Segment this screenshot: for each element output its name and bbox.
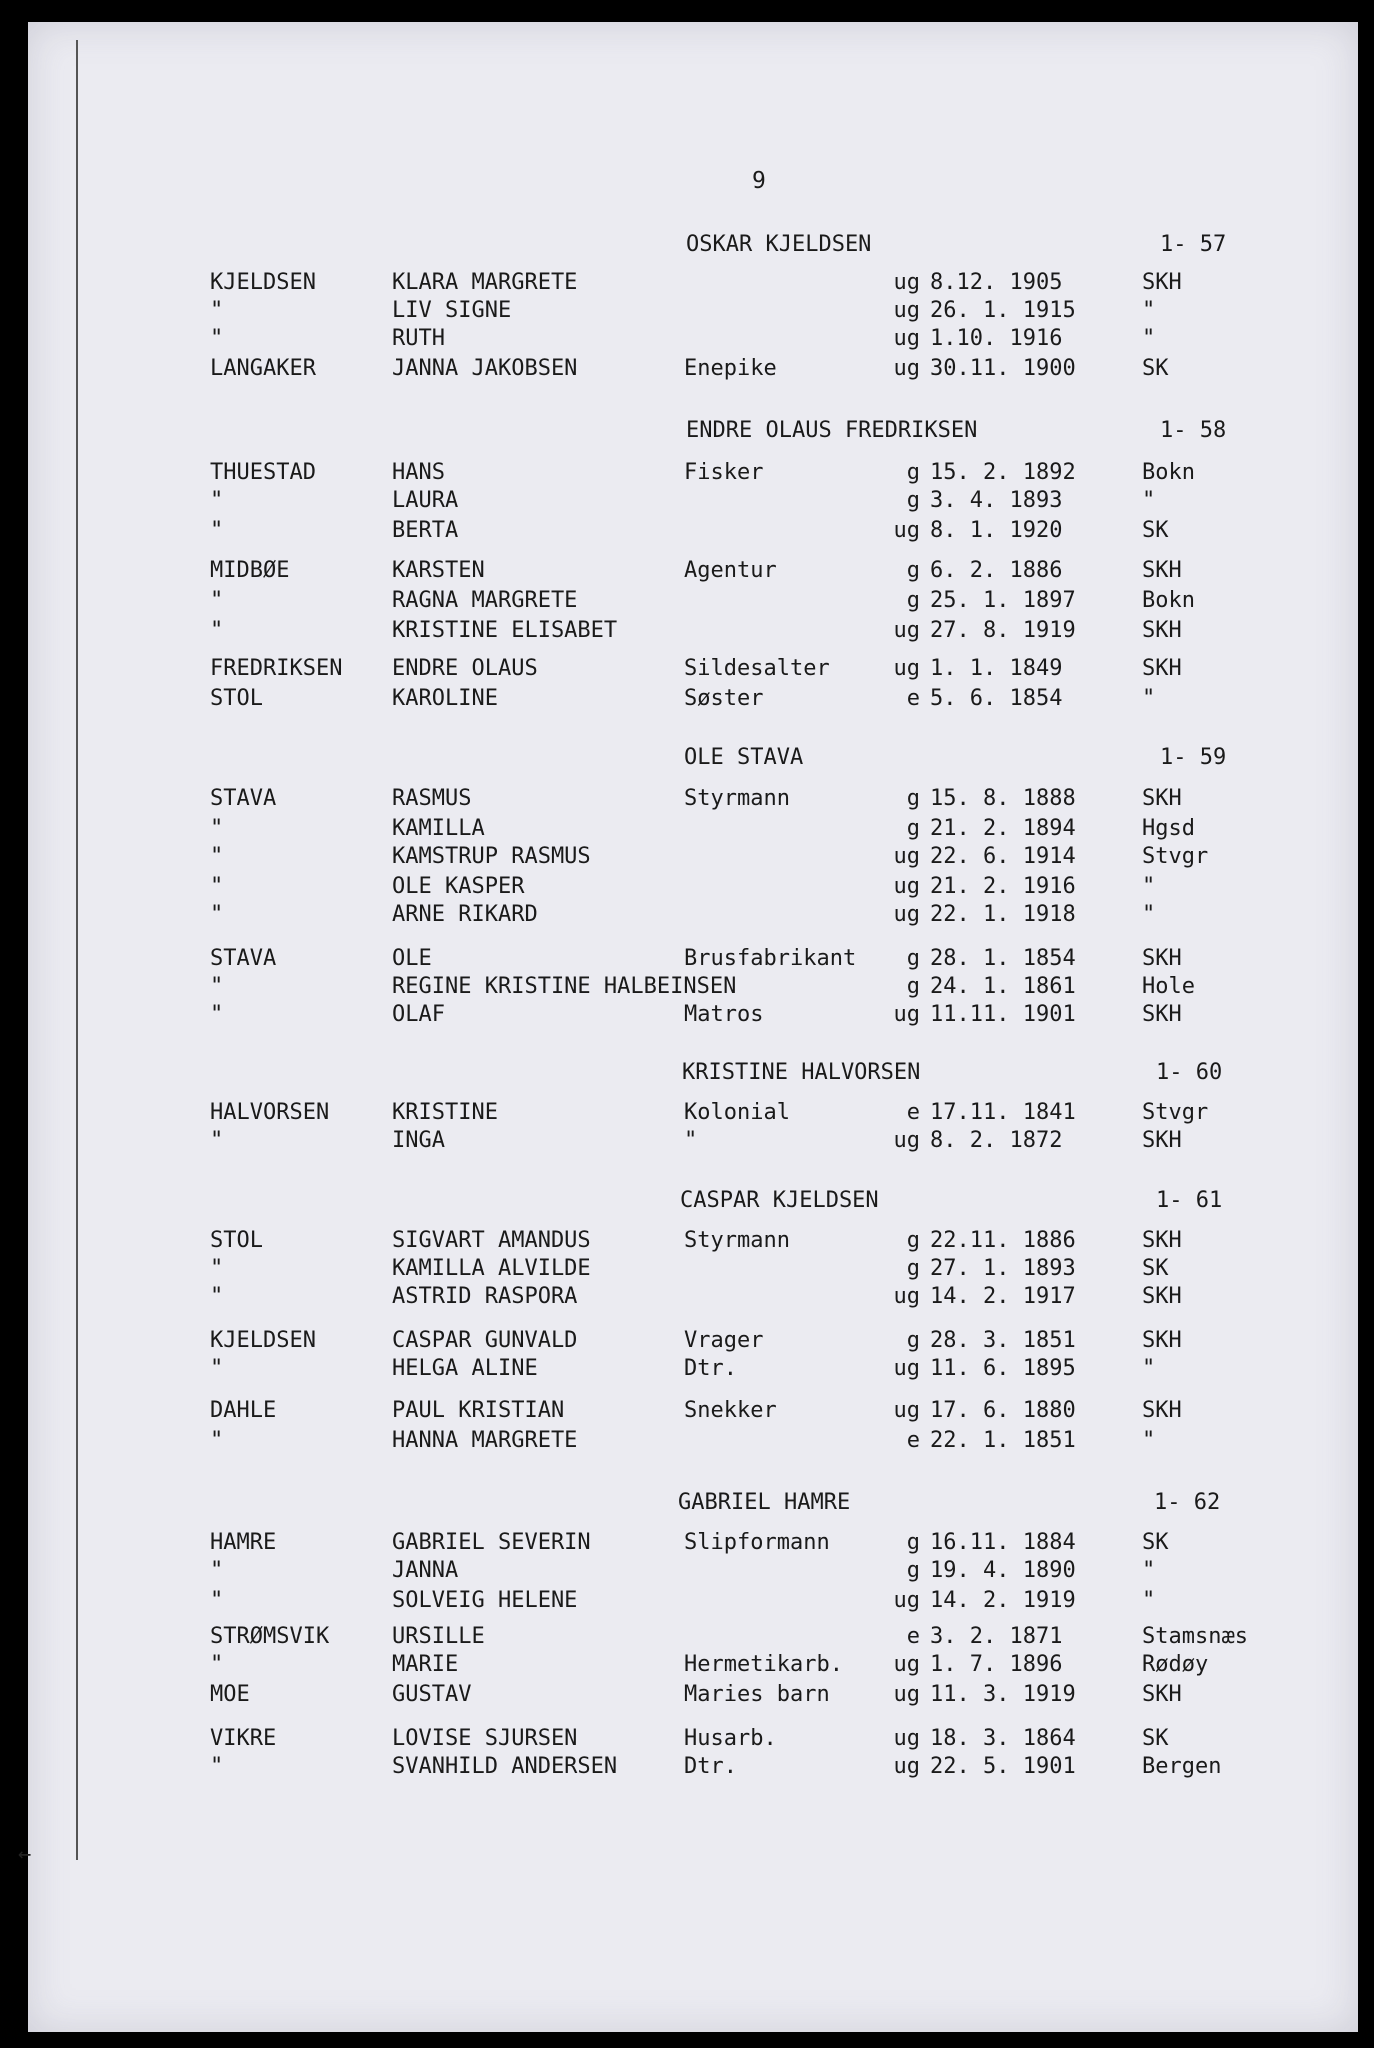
member-birth-place: SKH [1142, 618, 1182, 643]
member-birth-date: 8. 1. 1920 [930, 518, 1063, 543]
member-given-name: RAGNA MARGRETE [392, 588, 578, 613]
member-row [0, 1754, 1374, 1782]
member-row [0, 1588, 1374, 1616]
member-surname: " [210, 844, 224, 869]
member-given-name: HELGA ALINE [392, 1356, 538, 1381]
member-birth-date: 22. 1. 1851 [930, 1428, 1076, 1453]
member-birth-date: 1.10. 1916 [930, 326, 1063, 351]
member-row [0, 298, 1374, 326]
member-surname: STOL [210, 686, 263, 711]
member-row [0, 902, 1374, 930]
member-birth-date: 11. 6. 1895 [930, 1356, 1076, 1381]
member-occupation: Snekker [684, 1398, 777, 1423]
member-birth-place: SKH [1142, 1682, 1182, 1707]
member-marital-status: ug [893, 844, 920, 869]
member-row [0, 488, 1374, 516]
member-birth-place: " [1142, 686, 1156, 711]
member-birth-date: 18. 3. 1864 [930, 1726, 1076, 1751]
member-given-name: KRISTINE [392, 1100, 498, 1125]
member-row [0, 1284, 1374, 1312]
member-given-name: URSILLE [392, 1624, 485, 1649]
member-given-name: REGINE KRISTINE HALBEINSEN [392, 974, 737, 999]
member-surname: " [210, 816, 224, 841]
member-birth-place: " [1142, 298, 1156, 323]
member-row [0, 1128, 1374, 1156]
member-given-name: OLE [392, 946, 432, 971]
member-occupation: Kolonial [684, 1100, 790, 1125]
member-birth-place: Stamsnæs [1142, 1624, 1248, 1649]
member-surname: " [210, 874, 224, 899]
member-birth-date: 28. 3. 1851 [930, 1328, 1076, 1353]
member-row [0, 558, 1374, 586]
member-birth-date: 30.11. 1900 [930, 356, 1076, 381]
member-given-name: ARNE RIKARD [392, 902, 538, 927]
member-given-name: OLAF [392, 1002, 445, 1027]
member-marital-status: ug [893, 326, 920, 351]
member-birth-place: SK [1142, 518, 1169, 543]
member-surname: " [210, 1652, 224, 1677]
member-given-name: HANS [392, 460, 445, 485]
member-birth-place: Bokn [1142, 588, 1195, 613]
member-birth-place: Hole [1142, 974, 1195, 999]
member-marital-status: ug [893, 1284, 920, 1309]
member-row [0, 686, 1374, 714]
member-given-name: KAMILLA [392, 816, 485, 841]
member-marital-status: g [906, 1530, 920, 1555]
member-birth-date: 24. 1. 1861 [930, 974, 1076, 999]
member-occupation: Slipformann [684, 1530, 830, 1555]
member-surname: " [210, 1558, 224, 1583]
member-birth-date: 16.11. 1884 [930, 1530, 1076, 1555]
member-marital-status: ug [893, 1002, 920, 1027]
member-marital-status: e [906, 1428, 920, 1453]
member-given-name: ASTRID RASPORA [392, 1284, 578, 1309]
member-birth-place: SKH [1142, 1228, 1182, 1253]
family-code: 1- 62 [1154, 1490, 1221, 1515]
member-row [0, 656, 1374, 684]
member-marital-status: ug [893, 1682, 920, 1707]
member-marital-status: ug [893, 618, 920, 643]
member-surname: MIDBØE [210, 558, 290, 583]
member-birth-place: " [1142, 1558, 1156, 1583]
member-birth-place: " [1142, 1356, 1156, 1381]
member-occupation: Agentur [684, 558, 777, 583]
member-given-name: JANNA [392, 1558, 459, 1583]
member-birth-place: Rødøy [1142, 1652, 1209, 1677]
member-row [0, 1530, 1374, 1558]
family-code: 1- 58 [1160, 418, 1227, 443]
member-marital-status: g [906, 558, 920, 583]
member-birth-place: Bokn [1142, 460, 1195, 485]
member-birth-place: SKH [1142, 1002, 1182, 1027]
family-header [0, 745, 1374, 773]
member-birth-date: 3. 2. 1871 [930, 1624, 1063, 1649]
member-birth-date: 14. 2. 1919 [930, 1588, 1076, 1613]
member-surname: HAMRE [210, 1530, 277, 1555]
member-marital-status: ug [893, 1754, 920, 1779]
family-header [0, 232, 1374, 260]
member-surname: LANGAKER [210, 356, 316, 381]
member-row [0, 588, 1374, 616]
member-row [0, 816, 1374, 844]
member-birth-place: SKH [1142, 270, 1182, 295]
member-given-name: HANNA MARGRETE [392, 1428, 578, 1453]
member-birth-date: 21. 2. 1916 [930, 874, 1076, 899]
member-marital-status: ug [893, 874, 920, 899]
member-row [0, 1652, 1374, 1680]
family-head-name: KRISTINE HALVORSEN [682, 1060, 921, 1085]
member-row [0, 1624, 1374, 1652]
member-given-name: RASMUS [392, 786, 472, 811]
member-birth-place: Stvgr [1142, 1100, 1209, 1125]
page-number: 9 [752, 168, 766, 194]
member-row [0, 874, 1374, 902]
member-given-name: KAMILLA ALVILDE [392, 1256, 591, 1281]
member-occupation: Søster [684, 686, 764, 711]
family-code: 1- 59 [1160, 745, 1227, 770]
member-surname: " [210, 1128, 224, 1153]
member-marital-status: e [906, 1624, 920, 1649]
member-birth-date: 11.11. 1901 [930, 1002, 1076, 1027]
member-birth-date: 8. 2. 1872 [930, 1128, 1063, 1153]
member-occupation: Dtr. [684, 1754, 737, 1779]
family-code: 1- 57 [1160, 232, 1227, 257]
member-surname: " [210, 1284, 224, 1309]
member-birth-date: 25. 1. 1897 [930, 588, 1076, 613]
member-occupation: Fisker [684, 460, 764, 485]
member-birth-place: SK [1142, 1726, 1169, 1751]
member-birth-place: SKH [1142, 1284, 1182, 1309]
member-birth-place: SK [1142, 1256, 1169, 1281]
member-surname: " [210, 1002, 224, 1027]
member-birth-date: 17. 6. 1880 [930, 1398, 1076, 1423]
family-header [0, 1490, 1374, 1518]
member-marital-status: e [906, 1100, 920, 1125]
member-birth-place: SKH [1142, 656, 1182, 681]
member-given-name: MARIE [392, 1652, 459, 1677]
member-marital-status: g [906, 786, 920, 811]
member-birth-place: Hgsd [1142, 816, 1195, 841]
member-marital-status: ug [893, 1356, 920, 1381]
member-marital-status: g [906, 1558, 920, 1583]
member-surname: HALVORSEN [210, 1100, 330, 1125]
member-given-name: INGA [392, 1128, 445, 1153]
member-given-name: SVANHILD ANDERSEN [392, 1754, 618, 1779]
member-marital-status: g [906, 488, 920, 513]
member-birth-place: Bergen [1142, 1754, 1222, 1779]
member-marital-status: ug [893, 356, 920, 381]
member-occupation: Vrager [684, 1328, 764, 1353]
member-birth-date: 14. 2. 1917 [930, 1284, 1076, 1309]
member-birth-date: 26. 1. 1915 [930, 298, 1076, 323]
member-surname: " [210, 326, 224, 351]
member-marital-status: ug [893, 518, 920, 543]
member-marital-status: ug [893, 270, 920, 295]
family-head-name: CASPAR KJELDSEN [680, 1188, 879, 1213]
member-surname: " [210, 1428, 224, 1453]
member-surname: " [210, 1754, 224, 1779]
member-birth-date: 6. 2. 1886 [930, 558, 1063, 583]
member-marital-status: g [906, 946, 920, 971]
member-marital-status: ug [893, 1652, 920, 1677]
member-row [0, 1558, 1374, 1586]
member-marital-status: ug [893, 1726, 920, 1751]
member-marital-status: ug [893, 656, 920, 681]
member-row [0, 1428, 1374, 1456]
member-marital-status: g [906, 460, 920, 485]
member-surname: " [210, 488, 224, 513]
member-marital-status: g [906, 974, 920, 999]
member-given-name: LOVISE SJURSEN [392, 1726, 578, 1751]
member-occupation: Dtr. [684, 1356, 737, 1381]
member-birth-date: 22. 5. 1901 [930, 1754, 1076, 1779]
member-occupation: Styrmann [684, 786, 790, 811]
member-given-name: KARSTEN [392, 558, 485, 583]
member-surname: " [210, 518, 224, 543]
member-given-name: CASPAR GUNVALD [392, 1328, 578, 1353]
member-birth-place: SKH [1142, 558, 1182, 583]
member-given-name: SIGVART AMANDUS [392, 1228, 591, 1253]
member-given-name: RUTH [392, 326, 445, 351]
member-surname: STOL [210, 1228, 263, 1253]
member-row [0, 618, 1374, 646]
member-given-name: LIV SIGNE [392, 298, 512, 323]
member-marital-status: g [906, 1328, 920, 1353]
member-surname: STRØMSVIK [210, 1624, 330, 1649]
family-head-name: GABRIEL HAMRE [678, 1490, 851, 1515]
member-marital-status: e [906, 686, 920, 711]
member-given-name: LAURA [392, 488, 459, 513]
member-row [0, 786, 1374, 814]
member-row [0, 946, 1374, 974]
member-birth-place: SKH [1142, 1328, 1182, 1353]
member-given-name: KLARA MARGRETE [392, 270, 578, 295]
member-given-name: GABRIEL SEVERIN [392, 1530, 591, 1555]
member-birth-date: 22.11. 1886 [930, 1228, 1076, 1253]
member-given-name: ENDRE OLAUS [392, 656, 538, 681]
member-row [0, 1100, 1374, 1128]
member-birth-date: 3. 4. 1893 [930, 488, 1063, 513]
member-row [0, 1002, 1374, 1030]
member-occupation: Hermetikarb. [684, 1652, 843, 1677]
member-birth-date: 27. 8. 1919 [930, 618, 1076, 643]
member-given-name: KRISTINE ELISABET [392, 618, 618, 643]
member-marital-status: ug [893, 298, 920, 323]
member-surname: " [210, 1256, 224, 1281]
member-surname: " [210, 902, 224, 927]
member-surname: " [210, 1356, 224, 1381]
member-row [0, 1398, 1374, 1426]
family-head-name: OSKAR KJELDSEN [686, 232, 872, 257]
member-birth-place: SK [1142, 356, 1169, 381]
member-birth-place: " [1142, 1428, 1156, 1453]
member-given-name: PAUL KRISTIAN [392, 1398, 565, 1423]
member-surname: MOE [210, 1682, 250, 1707]
member-birth-date: 5. 6. 1854 [930, 686, 1063, 711]
member-birth-date: 22. 6. 1914 [930, 844, 1076, 869]
member-surname: " [210, 974, 224, 999]
member-occupation: " [684, 1128, 698, 1153]
member-birth-date: 21. 2. 1894 [930, 816, 1076, 841]
member-row [0, 974, 1374, 1002]
member-given-name: GUSTAV [392, 1682, 472, 1707]
member-given-name: KAMSTRUP RASMUS [392, 844, 591, 869]
member-birth-date: 11. 3. 1919 [930, 1682, 1076, 1707]
member-marital-status: g [906, 816, 920, 841]
member-surname: " [210, 588, 224, 613]
member-surname: FREDRIKSEN [210, 656, 343, 681]
member-surname: STAVA [210, 946, 277, 971]
family-code: 1- 61 [1156, 1188, 1223, 1213]
member-birth-date: 15. 8. 1888 [930, 786, 1076, 811]
member-surname: " [210, 618, 224, 643]
member-occupation: Styrmann [684, 1228, 790, 1253]
member-occupation: Maries barn [684, 1682, 830, 1707]
member-birth-date: 19. 4. 1890 [930, 1558, 1076, 1583]
member-birth-place: " [1142, 874, 1156, 899]
member-birth-place: Stvgr [1142, 844, 1209, 869]
family-header [0, 1188, 1374, 1216]
member-birth-date: 17.11. 1841 [930, 1100, 1076, 1125]
family-code: 1- 60 [1156, 1060, 1223, 1085]
member-surname: KJELDSEN [210, 270, 316, 295]
member-given-name: KAROLINE [392, 686, 498, 711]
family-head-name: OLE STAVA [684, 745, 804, 770]
member-marital-status: g [906, 1256, 920, 1281]
member-occupation: Husarb. [684, 1726, 777, 1751]
member-birth-date: 15. 2. 1892 [930, 460, 1076, 485]
member-birth-place: " [1142, 326, 1156, 351]
member-birth-date: 22. 1. 1918 [930, 902, 1076, 927]
member-marital-status: ug [893, 1398, 920, 1423]
member-marital-status: ug [893, 1588, 920, 1613]
member-row [0, 1228, 1374, 1256]
member-occupation: Brusfabrikant [684, 946, 857, 971]
member-row [0, 460, 1374, 488]
member-birth-place: SKH [1142, 946, 1182, 971]
family-header [0, 1060, 1374, 1088]
family-header [0, 418, 1374, 446]
member-marital-status: g [906, 588, 920, 613]
member-row [0, 326, 1374, 354]
member-birth-place: SKH [1142, 1128, 1182, 1153]
member-birth-place: " [1142, 488, 1156, 513]
member-row [0, 270, 1374, 298]
member-given-name: JANNA JAKOBSEN [392, 356, 578, 381]
member-surname: KJELDSEN [210, 1328, 316, 1353]
member-row [0, 1328, 1374, 1356]
member-surname: " [210, 1588, 224, 1613]
member-surname: THUESTAD [210, 460, 316, 485]
member-surname: STAVA [210, 786, 277, 811]
member-row [0, 1682, 1374, 1710]
member-occupation: Enepike [684, 356, 777, 381]
member-birth-place: SKH [1142, 786, 1182, 811]
member-surname: VIKRE [210, 1726, 277, 1751]
member-birth-date: 28. 1. 1854 [930, 946, 1076, 971]
member-row [0, 1356, 1374, 1384]
member-birth-place: " [1142, 1588, 1156, 1613]
member-row [0, 1256, 1374, 1284]
member-birth-place: SK [1142, 1530, 1169, 1555]
member-birth-place: SKH [1142, 1398, 1182, 1423]
member-birth-date: 27. 1. 1893 [930, 1256, 1076, 1281]
family-head-name: ENDRE OLAUS FREDRIKSEN [686, 418, 978, 443]
member-birth-date: 8.12. 1905 [930, 270, 1063, 295]
member-surname: DAHLE [210, 1398, 277, 1423]
member-row [0, 518, 1374, 546]
member-occupation: Matros [684, 1002, 764, 1027]
member-marital-status: ug [893, 1128, 920, 1153]
member-row [0, 356, 1374, 384]
member-birth-date: 1. 7. 1896 [930, 1652, 1063, 1677]
member-given-name: BERTA [392, 518, 459, 543]
margin-arrow-mark: ← [18, 1842, 32, 1867]
member-marital-status: g [906, 1228, 920, 1253]
member-marital-status: ug [893, 902, 920, 927]
member-birth-date: 1. 1. 1849 [930, 656, 1063, 681]
member-row [0, 1726, 1374, 1754]
member-occupation: Sildesalter [684, 656, 830, 681]
member-row [0, 844, 1374, 872]
member-given-name: OLE KASPER [392, 874, 525, 899]
member-given-name: SOLVEIG HELENE [392, 1588, 578, 1613]
member-birth-place: " [1142, 902, 1156, 927]
member-surname: " [210, 298, 224, 323]
